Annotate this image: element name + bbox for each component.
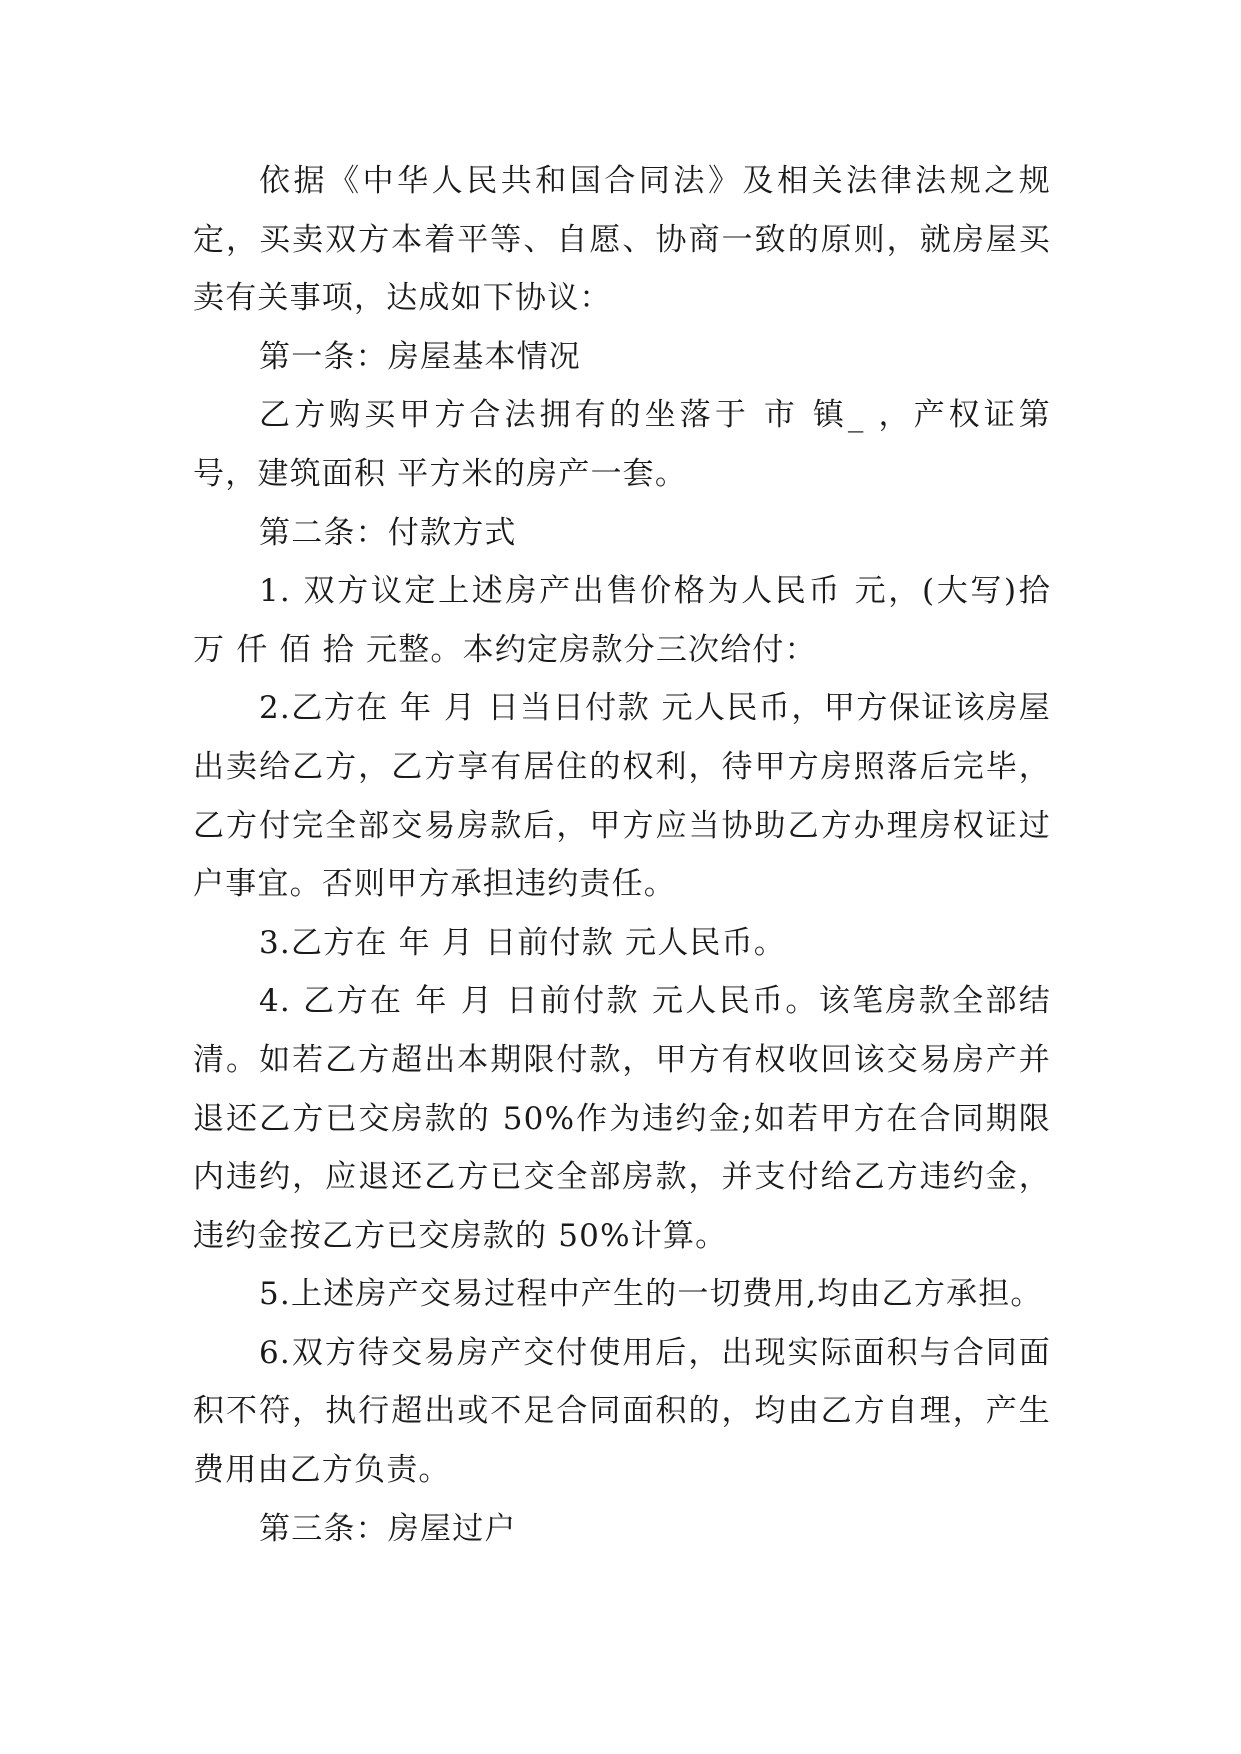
- article-2-heading: 第二条：付款方式: [259, 514, 517, 551]
- preamble-paragraph: 依据《中华人民共和国合同法》及相关法律法规之规定，买卖双方本着平等、自愿、协商一致的原则，就房屋买卖有关事项，达成如下协议：: [193, 163, 1051, 317]
- property-description-paragraph: 乙方购买甲方合法拥有的坐落于 市 镇_ ，产权证第 号，建筑面积 平方米的房产一套。: [193, 397, 1051, 492]
- payment-clause-4: 4. 乙方在 年 月 日前付款 元人民币。该笔房款全部结清。如若乙方超出本期限付款，甲方有权收回该交易房产并退还乙方已交房款的 50%作为违约金;如若甲方在合同期限内违约，应退还乙方已交全部房款，并支付给乙方违约金，违约金按乙方已交房款的 50%计算。: [193, 983, 1051, 1254]
- article-3-heading: 第三条：房屋过户: [259, 1510, 517, 1547]
- document-body: [193, 152, 1051, 1558]
- article-1-heading: 第一条：房屋基本情况: [259, 338, 581, 375]
- payment-clause-3: 3.乙方在 年 月 日前付款 元人民币。: [259, 924, 786, 961]
- payment-clause-1: 1. 双方议定上述房产出售价格为人民币 元，(大写)拾 万 仟 佰 拾 元整。本约定房款分三次给付：: [193, 573, 1051, 668]
- payment-clause-6: 6.双方待交易房产交付使用后，出现实际面积与合同面积不符，执行超出或不足合同面积的，均由乙方自理，产生费用由乙方负责。: [193, 1334, 1051, 1489]
- payment-clause-5: 5.上述房产交易过程中产生的一切费用,均由乙方承担。: [259, 1276, 1043, 1313]
- payment-clause-2: 2.乙方在 年 月 日当日付款 元人民币，甲方保证该房屋出卖给乙方，乙方享有居住的权利，待甲方房照落后完毕，乙方付完全部交易房款后，甲方应当协助乙方办理房权证过户事宜。否则甲方承担违约责任。: [193, 690, 1051, 903]
